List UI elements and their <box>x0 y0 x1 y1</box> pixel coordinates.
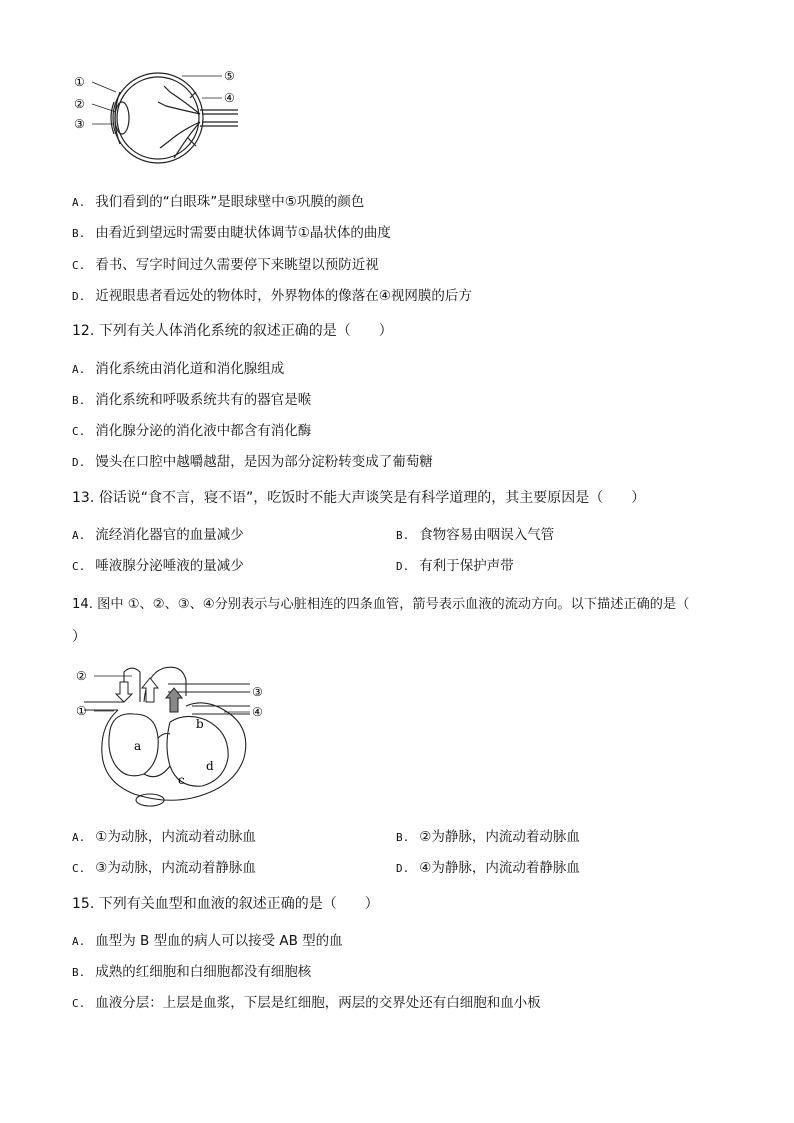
option-text: 近视眼患者看远处的物体时，外界物体的像落在④视网膜的后方 <box>95 288 472 304</box>
option-letter: B. <box>72 394 86 407</box>
option-text: 血液分层：上层是血浆，下层是红细胞，两层的交界处还有白细胞和血小板 <box>95 995 541 1011</box>
option-letter: D. <box>396 862 410 875</box>
option-letter: A. <box>72 831 86 844</box>
option-letter: B. <box>396 831 410 844</box>
q15-option-c[interactable] <box>72 994 541 1013</box>
option-text: 唾液腺分泌唾液的量减少 <box>95 558 244 574</box>
q13-option-c[interactable] <box>72 557 244 576</box>
option-text: 消化系统和呼吸系统共有的器官是喉 <box>95 392 312 408</box>
option-letter: C. <box>72 425 86 438</box>
q14-stem-line2: ） <box>72 629 86 645</box>
option-letter: D. <box>72 456 86 469</box>
option-text: 我们看到的“白眼珠”是眼球壁中⑤巩膜的颜色 <box>95 194 365 210</box>
eye-label-5: ⑤ <box>224 69 235 83</box>
option-text: 食物容易由咽误入气管 <box>419 527 555 543</box>
option-text: 馒头在口腔中越嚼越甜，是因为部分淀粉转变成了葡萄糖 <box>95 454 433 470</box>
option-text: 流经消化器官的血量减少 <box>95 527 244 543</box>
heart-label-b: b <box>196 717 204 731</box>
eye-label-4: ④ <box>224 91 235 105</box>
heart-label-a: a <box>134 739 142 753</box>
option-letter: D. <box>72 290 86 303</box>
q12-stem: 12. 下列有关人体消化系统的叙述正确的是（ ） <box>72 323 393 339</box>
heart-diagram <box>74 662 274 810</box>
option-letter: B. <box>396 529 410 542</box>
option-letter: A. <box>72 935 86 948</box>
eye-label-1: ① <box>74 75 85 89</box>
q14-option-a[interactable] <box>72 828 256 847</box>
option-text: 消化系统由消化道和消化腺组成 <box>95 361 285 377</box>
heart-label-2: ② <box>76 669 87 683</box>
q13-option-a[interactable] <box>72 526 244 545</box>
option-letter: A. <box>72 363 86 376</box>
option-letter: A. <box>72 196 86 209</box>
option-text: 由看近到望远时需要由睫状体调节①晶状体的曲度 <box>95 225 391 241</box>
q11-option-d[interactable] <box>72 287 472 306</box>
q14-option-c[interactable] <box>72 859 256 878</box>
option-text: ③为动脉，内流动着静脉血 <box>95 860 256 876</box>
q13-stem: 13. 俗话说“食不言，寝不语”，吃饭时不能大声谈笑是有科学道理的，其主要原因是（ ） <box>72 490 646 506</box>
q13-option-d[interactable] <box>396 557 514 576</box>
q14-stem-line1: 14. 图中 ①、②、③、④分别表示与心脏相连的四条血管，箭号表示血液的流动方向。以下描述正确的是（ <box>72 597 690 612</box>
option-text: 看书、写字时间过久需要停下来眺望以预防近视 <box>95 257 379 273</box>
heart-label-d: d <box>206 759 214 773</box>
q15-option-a[interactable] <box>72 932 343 951</box>
option-letter: B. <box>72 227 86 240</box>
option-letter: C. <box>72 862 86 875</box>
option-letter: C. <box>72 997 86 1010</box>
q14-option-d[interactable] <box>396 859 580 878</box>
option-letter: B. <box>72 966 86 979</box>
option-text: 有利于保护声带 <box>419 558 514 574</box>
heart-label-3: ③ <box>252 685 263 699</box>
option-text: ④为静脉，内流动着静脉血 <box>419 860 580 876</box>
option-text: 成熟的红细胞和白细胞都没有细胞核 <box>95 964 312 980</box>
q12-option-d[interactable] <box>72 453 433 472</box>
q13-option-b[interactable] <box>396 526 554 545</box>
option-letter: A. <box>72 529 86 542</box>
q15-option-b[interactable] <box>72 963 311 982</box>
q11-option-a[interactable] <box>72 193 364 212</box>
q14-option-b[interactable] <box>396 828 580 847</box>
eye-label-2: ② <box>74 97 85 111</box>
option-text: 消化腺分泌的消化液中都含有消化酶 <box>95 423 312 439</box>
heart-label-4: ④ <box>252 705 263 719</box>
option-text: ①为动脉，内流动着动脉血 <box>95 829 256 845</box>
option-text: ②为静脉，内流动着动脉血 <box>419 829 580 845</box>
q12-option-b[interactable] <box>72 391 311 410</box>
q15-stem: 15. 下列有关血型和血液的叙述正确的是（ ） <box>72 896 379 912</box>
q12-option-c[interactable] <box>72 422 311 441</box>
option-letter: D. <box>396 560 410 573</box>
option-text: 血型为 B 型血的病人可以接受 AB 型的血 <box>95 933 343 949</box>
heart-label-c: c <box>178 773 185 787</box>
q11-option-b[interactable] <box>72 224 391 243</box>
eye-diagram <box>70 62 250 172</box>
option-letter: C. <box>72 259 86 272</box>
eye-label-3: ③ <box>74 117 85 131</box>
option-letter: C. <box>72 560 86 573</box>
q11-option-c[interactable] <box>72 256 379 275</box>
heart-label-1: ① <box>76 704 87 718</box>
q12-option-a[interactable] <box>72 360 284 379</box>
